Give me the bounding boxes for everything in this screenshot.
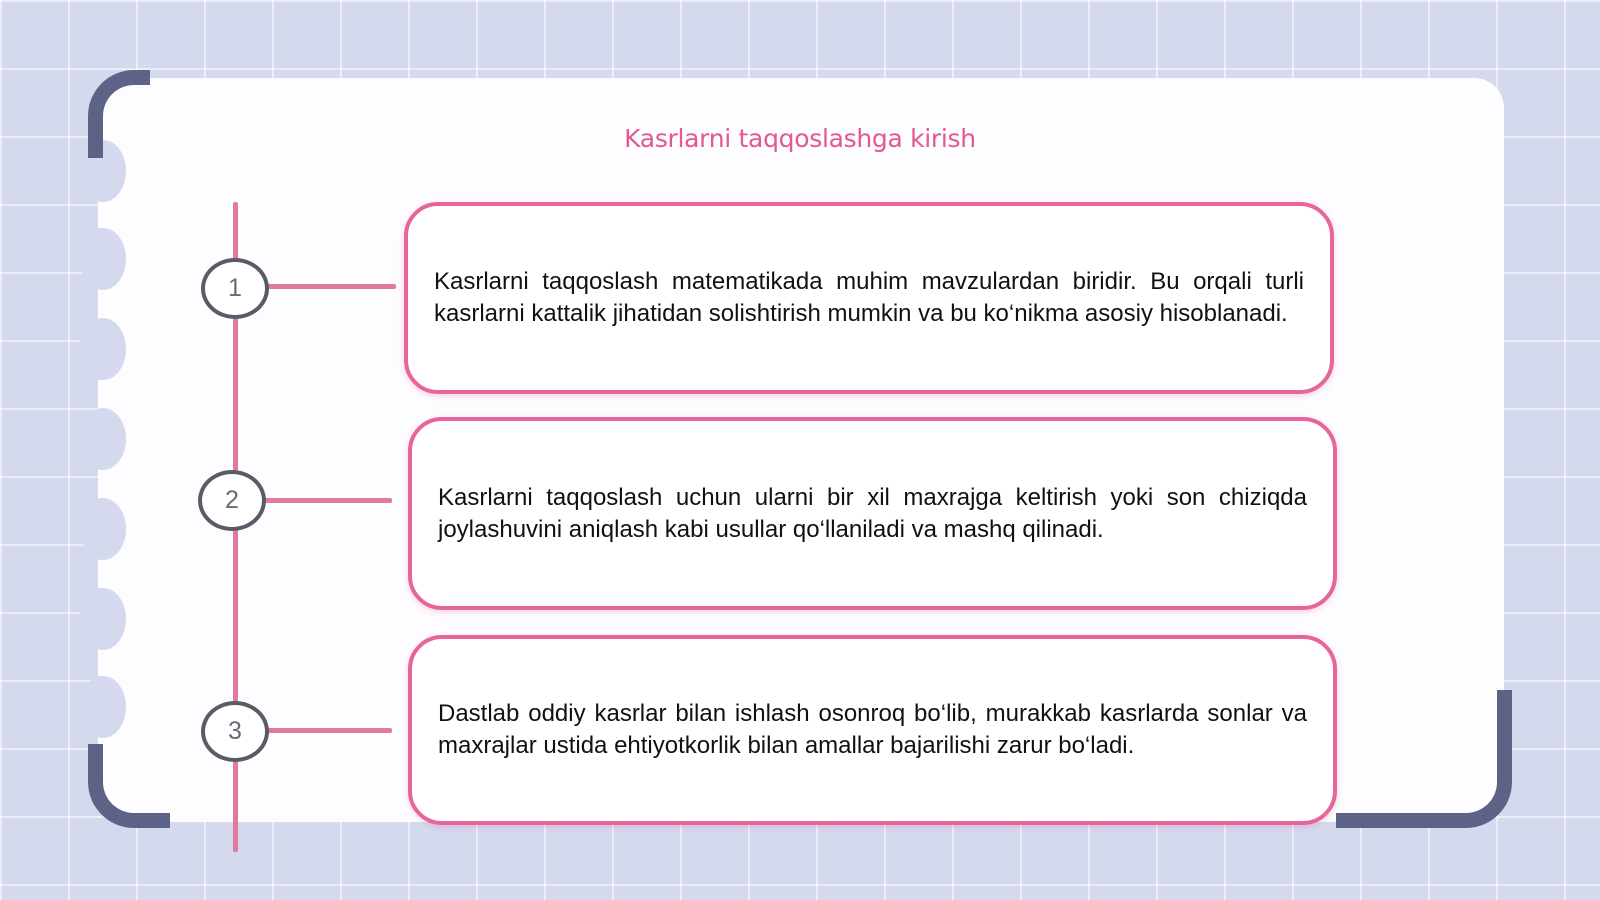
step-number: 3 xyxy=(228,717,242,745)
step-number: 1 xyxy=(228,274,242,302)
frame-corner-top-left xyxy=(88,70,150,158)
step-text: Dastlab oddiy kasrlar bilan ishlash osonroq bo‘lib, murakkab kasrlarda sonlar va maxrajlar ustida ehtiyotkorlik bilan amallar bajarilishi zarur bo‘ladi. xyxy=(438,700,1307,759)
step-text: Kasrlarni taqqoslash uchun ularni bir xil maxrajga keltirish yoki son chiziqda joylashuvini aniqlash kabi usullar qo‘llaniladi va mashq qilinadi. xyxy=(438,483,1307,543)
step-text: Kasrlarni taqqoslash matematikada muhim mavzulardan biridir. Bu orqali turli kasrlarni kattalik jihatidan solishtirish mumkin va bu ko‘nikma asosiy hisoblanadi. xyxy=(434,268,1304,327)
sheet-edge-notch xyxy=(80,318,126,380)
step-number: 2 xyxy=(225,486,239,514)
step-card xyxy=(404,202,1334,394)
sheet-edge-notch xyxy=(80,408,126,470)
step-card xyxy=(408,417,1337,610)
step-number-circle xyxy=(201,701,269,762)
frame-corner-bottom-right xyxy=(1336,690,1512,828)
step-connector xyxy=(265,728,392,733)
sheet-edge-notch xyxy=(80,588,126,650)
step-number-circle xyxy=(201,258,269,319)
frame-corner-bottom-left xyxy=(88,744,170,828)
slide-title: Kasrlarni taqqoslashga kirish xyxy=(624,124,976,153)
step-number-circle xyxy=(198,470,266,531)
step-connector xyxy=(264,284,396,289)
sheet-edge-notch xyxy=(80,498,126,560)
step-connector xyxy=(262,498,392,503)
sheet-edge-notch xyxy=(80,676,126,738)
sheet-edge-notch xyxy=(80,228,126,290)
step-card xyxy=(408,635,1337,825)
